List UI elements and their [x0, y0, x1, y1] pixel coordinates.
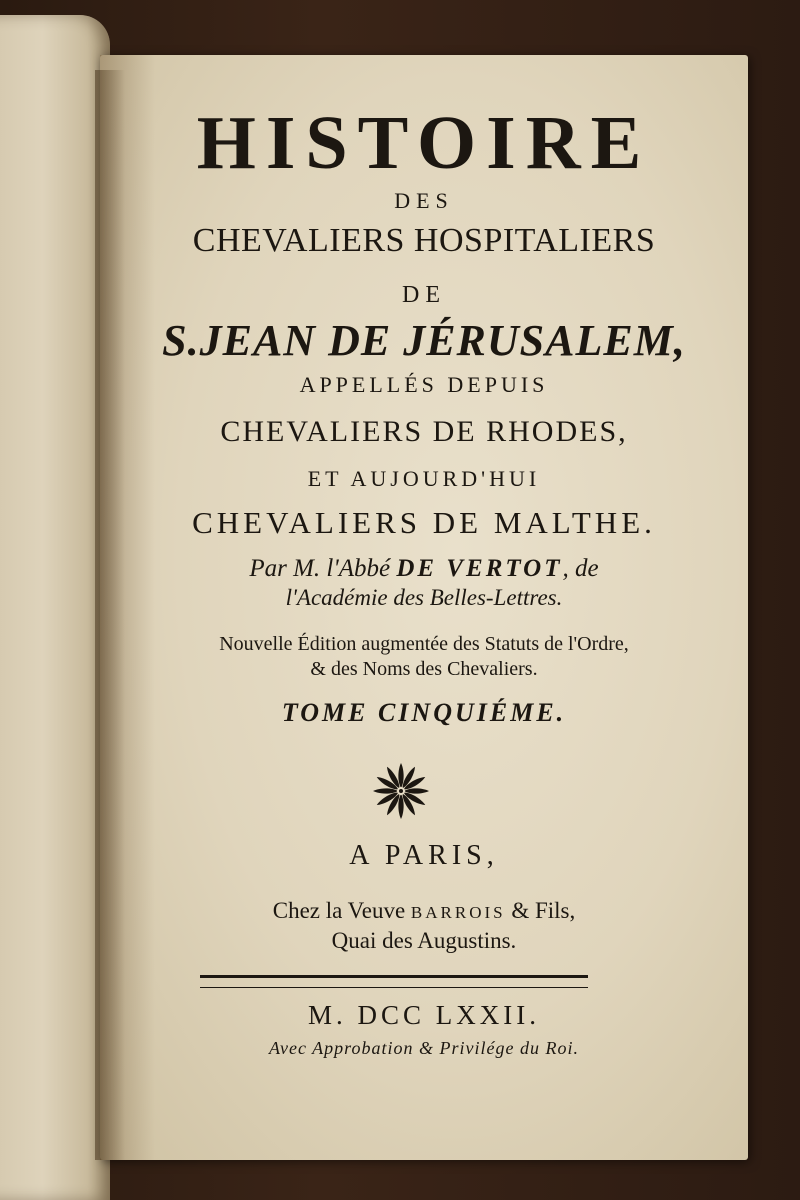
author-affiliation: l'Académie des Belles-Lettres. [285, 585, 563, 610]
title-saint-jean: S.JEAN DE JÉRUSALEM, [162, 316, 686, 365]
imprint-address: Quai des Augustins. [331, 928, 517, 953]
title-appelles-depuis: APPELLÉS DEPUIS [299, 372, 549, 397]
title-chevaliers-malthe: CHEVALIERS DE MALTHE. [192, 505, 656, 540]
imprint-year: M. DCC LXXII. [308, 1000, 540, 1030]
publisher-name: BARROIS [410, 903, 506, 922]
floral-fleuron-icon [370, 760, 432, 822]
title-chevaliers-rhodes: CHEVALIERS DE RHODES, [220, 415, 628, 448]
author-name: DE VERTOT [396, 555, 563, 582]
author-line [100, 555, 748, 583]
edition-line-1: Nouvelle Édition augmentée des Statuts de l'Ordre, [219, 633, 629, 655]
title-des: DES [394, 188, 454, 213]
imprint-publisher [100, 898, 748, 924]
imprint-place: A PARIS, [349, 840, 499, 871]
publisher-prefix: Chez la Veuve [272, 898, 406, 923]
left-page [0, 15, 110, 1200]
author-prefix: Par M. l'Abbé [249, 555, 391, 582]
ornamental-rule [200, 975, 588, 988]
author-suffix: , de [562, 555, 599, 582]
title-aujourdhui: ET AUJOURD'HUI [307, 466, 541, 491]
title-de: DE [402, 282, 446, 308]
book-title: HISTOIRE [196, 101, 652, 185]
edition-line-2: & des Noms des Chevaliers. [310, 658, 538, 680]
privilege-line: Avec Approbation & Privilége du Roi. [269, 1038, 579, 1058]
volume-label: TOME CINQUIÉME. [281, 698, 567, 727]
title-chevaliers-hospitaliers: CHEVALIERS HOSPITALIERS [192, 222, 656, 259]
title-page-text [100, 0, 748, 1200]
publisher-suffix: & Fils, [511, 898, 576, 923]
